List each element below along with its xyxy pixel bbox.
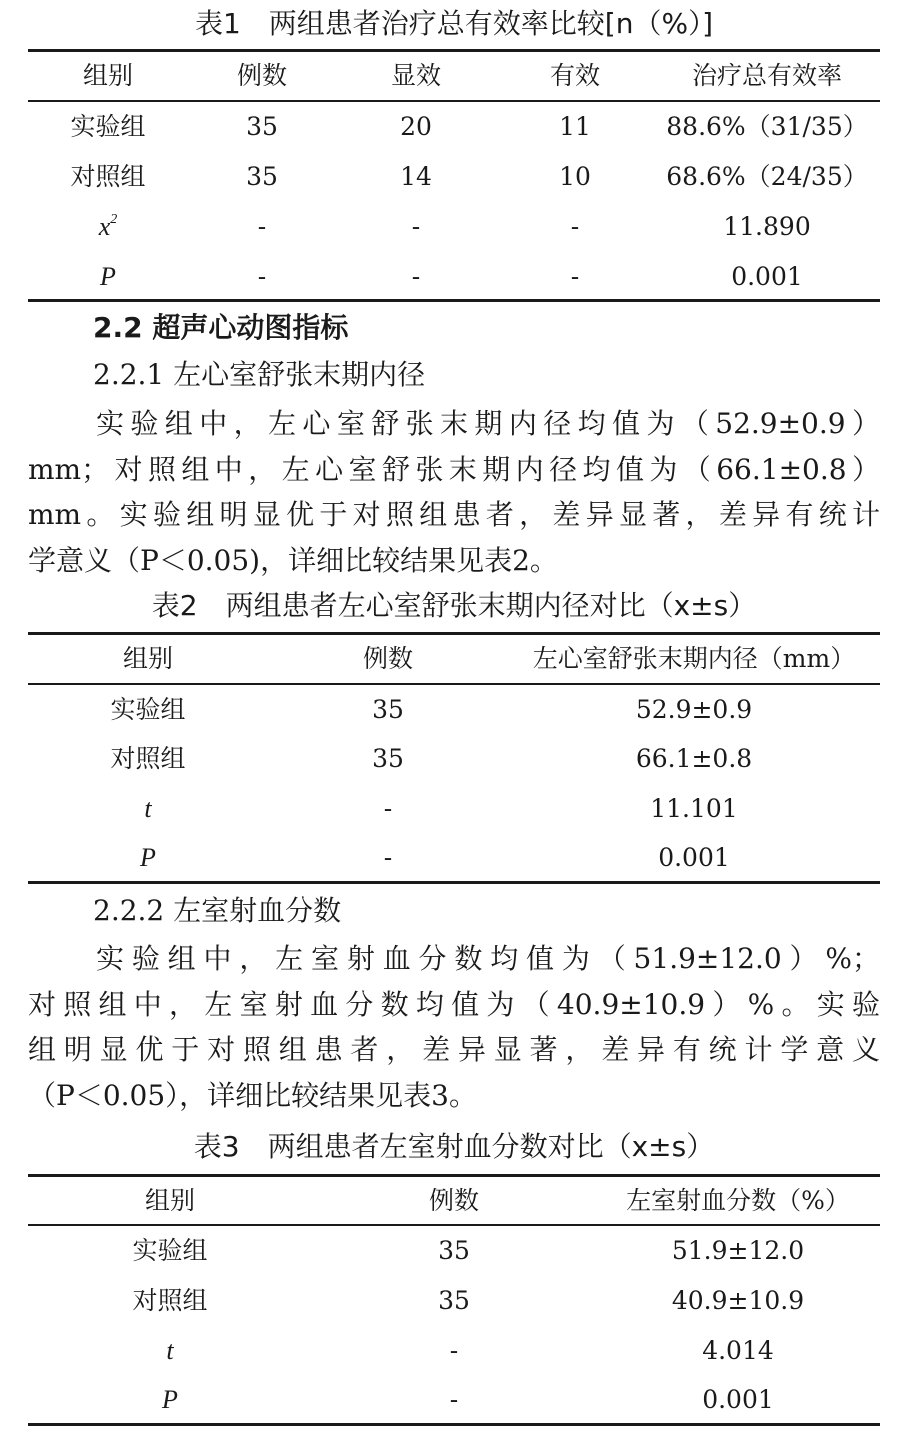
paragraph-lvef <box>28 936 880 1118</box>
table2-header-row <box>28 634 880 684</box>
paragraph-line: mm。实验组明显优于对照组患者，差异显著，差异有统计 <box>28 498 880 531</box>
table2-cell: 0.001 <box>658 843 730 872</box>
table-row <box>28 734 880 784</box>
table1-header-count: 例数 <box>236 61 287 90</box>
table1-cell: - <box>411 262 421 291</box>
table3-cell: 51.9±12.0 <box>671 1236 805 1265</box>
table1-cell: - <box>570 262 580 291</box>
table2-stat-t: t <box>144 794 152 823</box>
paragraph-line: mm；对照组中，左心室舒张末期内径均值为（66.1±0.8） <box>28 452 880 486</box>
subsection-heading-2-2-1: 2.2.1 左心室舒张末期内径 <box>93 358 426 391</box>
table1-cell: 对照组 <box>70 162 146 191</box>
table1-cell: 11.890 <box>723 212 811 241</box>
table3-header-lvef: 左室射血分数（%） <box>626 1186 850 1215</box>
table1-cell: 10 <box>559 162 591 191</box>
table-row <box>28 833 880 883</box>
table3-header-row <box>28 1176 880 1226</box>
table1-stat-chi-square: $x^2$ <box>98 212 118 241</box>
table1-header-total-rate: 治疗总有效率 <box>691 61 842 90</box>
paragraph-line: 学意义（P＜0.05)，详细比较结果见表2。 <box>28 543 558 577</box>
table2-cell: - <box>383 843 393 872</box>
table2-cell: 实验组 <box>110 695 186 724</box>
table3-cell: 4.014 <box>702 1336 774 1365</box>
paragraph-line: 组明显优于对照组患者，差异显著，差异有统计学意义 <box>28 1033 880 1066</box>
table3-bottom-rule <box>28 1423 880 1426</box>
table-row <box>28 1276 880 1326</box>
table3-header-count: 例数 <box>428 1186 479 1215</box>
table-row <box>28 784 880 834</box>
table-row <box>28 252 880 302</box>
table2-cell: 35 <box>372 695 404 724</box>
table3-header-group: 组别 <box>144 1186 195 1215</box>
table3-cell: 40.9±10.9 <box>671 1286 805 1315</box>
table2-bottom-rule <box>28 881 880 884</box>
table2-header-count: 例数 <box>362 644 413 673</box>
table1-cell: 实验组 <box>70 112 146 141</box>
table1-bottom-rule <box>28 299 880 302</box>
table1-header-group: 组别 <box>82 61 133 90</box>
table1-cell: - <box>411 212 421 241</box>
table1-header-effective: 有效 <box>549 61 600 90</box>
subsection-heading-2-2-2: 2.2.2 左室射血分数 <box>93 894 342 927</box>
table-row <box>28 685 880 735</box>
table3-stat-p: P <box>162 1385 178 1414</box>
table3-stat-t: t <box>166 1336 174 1365</box>
table-row <box>28 1226 880 1276</box>
table1-cell: 35 <box>246 162 278 191</box>
table1-cell: 20 <box>400 112 432 141</box>
table2-cell: 35 <box>372 744 404 773</box>
section-heading-2-2: 2.2 超声心动图指标 <box>93 311 349 344</box>
table2-header-group: 组别 <box>122 644 173 673</box>
table-row <box>28 152 880 202</box>
table1-cell: - <box>257 262 267 291</box>
paragraph-line: 实验组中，左心室舒张末期内径均值为（52.9±0.9） <box>96 407 880 440</box>
table2-cell: 11.101 <box>650 794 738 823</box>
table3-cell: - <box>449 1385 459 1414</box>
table-row <box>28 1375 880 1425</box>
table1-header-marked: 显效 <box>390 61 441 90</box>
table2-cell: 52.9±0.9 <box>635 695 753 724</box>
table1-cell: 35 <box>246 112 278 141</box>
table3-caption: 表3 两组患者左室射血分数对比（x±s） <box>193 1130 715 1163</box>
table2-cell: 66.1±0.8 <box>635 744 753 773</box>
table3-cell: 35 <box>438 1286 470 1315</box>
table2-header-lvedd: 左心室舒张末期内径（mm） <box>532 644 856 673</box>
table-row <box>28 1326 880 1376</box>
table1-header-row <box>28 51 880 101</box>
table3-cell: - <box>449 1336 459 1365</box>
table3-cell: 对照组 <box>132 1286 208 1315</box>
table1-cell: 14 <box>400 162 432 191</box>
table2-stat-p: P <box>140 843 156 872</box>
table3-cell: 实验组 <box>132 1236 208 1265</box>
table-row <box>28 202 880 252</box>
table2-caption: 表2 两组患者左心室舒张末期内径对比（x±s） <box>151 589 757 622</box>
paragraph-line: 实验组中，左室射血分数均值为（51.9±12.0）%； <box>96 942 880 975</box>
table1-cell: 68.6%（24/35） <box>666 162 868 191</box>
table3-cell: 0.001 <box>702 1385 774 1414</box>
paragraph-line: 对照组中，左室射血分数均值为（40.9±10.9）%。实验 <box>28 987 880 1021</box>
table1-cell: - <box>570 212 580 241</box>
paragraph-lvedd <box>28 401 880 583</box>
table1-stat-p: P <box>100 262 116 291</box>
table-row <box>28 102 880 152</box>
table3-cell: 35 <box>438 1236 470 1265</box>
paragraph-line: （P＜0.05），详细比较结果见表3。 <box>28 1078 477 1112</box>
table1-cell: - <box>257 212 267 241</box>
table2-cell: - <box>383 794 393 823</box>
table1-cell: 88.6%（31/35） <box>666 112 868 141</box>
table1-cell: 11 <box>559 112 591 141</box>
table1-cell: 0.001 <box>731 262 803 291</box>
table2-cell: 对照组 <box>110 744 186 773</box>
table1-caption: 表1 两组患者治疗总有效率比较[n（%）] <box>194 7 713 40</box>
